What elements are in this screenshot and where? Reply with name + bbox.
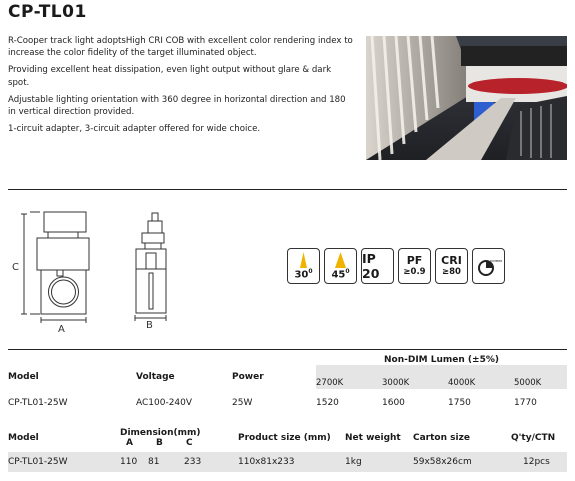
voltage-header: Voltage <box>136 372 175 382</box>
table-row <box>8 389 567 417</box>
model-cell: CP-TL01-25W <box>8 457 68 467</box>
product-size-header: Product size (mm) <box>238 433 331 443</box>
power-cell: 25W <box>232 398 253 408</box>
beam-angle-30-label: $30^0$ <box>294 267 313 280</box>
cri-icon <box>435 248 468 284</box>
cct-header: 4000K <box>448 377 514 389</box>
dimension-c-cell: 233 <box>184 457 202 467</box>
dimension-c-header: C <box>186 438 193 448</box>
product-title: CP-TL01 <box>8 2 87 22</box>
ip-rating-icon: IP 20 <box>361 248 394 284</box>
beam-angle-45-icon <box>324 248 357 284</box>
lumen-cell: 1750 <box>448 398 471 408</box>
dimension-spec-table <box>8 428 567 472</box>
dimmer-graphic <box>472 248 505 284</box>
model-cell: CP-TL01-25W <box>8 398 68 408</box>
dimension-label-c: C <box>12 262 19 273</box>
store-photo-graphic <box>366 36 567 160</box>
lumen-cell: 1770 <box>514 398 537 408</box>
lumen-cell: 1520 <box>316 398 339 408</box>
net-weight-header: Net weight <box>345 433 401 443</box>
dimmer-label: DIMMER <box>490 259 503 263</box>
qty-cell: 12pcs <box>523 457 550 467</box>
lumen-header: Non-DIM Lumen (±5%) <box>384 355 499 365</box>
store-interior-photo <box>366 36 567 160</box>
model-header: Model <box>8 372 39 382</box>
dimension-label-a: A <box>58 324 65 335</box>
carton-size-cell: 59x58x26cm <box>413 457 472 467</box>
dimension-a-header: A <box>126 438 133 448</box>
description-paragraph: R-Cooper track light adoptsHigh CRI COB with excellent color rendering index to increase the color fidelity of the target illuminated object. <box>8 36 353 59</box>
lumen-cell: 1600 <box>382 398 405 408</box>
description-paragraph: Providing excellent heat dissipation, even light output without glare & dark spot. <box>8 65 332 88</box>
power-factor-icon <box>398 248 431 284</box>
dimension-drawing <box>12 200 182 335</box>
dimension-header: Dimension(mm) <box>120 428 201 438</box>
cct-header: 5000K <box>514 377 567 389</box>
dimension-label-b: B <box>146 320 153 331</box>
section-divider <box>8 349 567 350</box>
voltage-cell: AC100-240V <box>136 398 193 408</box>
dimension-b-cell: 81 <box>148 457 160 467</box>
beam-angle-45-label: $45^0$ <box>331 267 350 280</box>
table-row <box>8 452 567 472</box>
product-description <box>8 35 353 140</box>
spec-icons <box>287 248 505 284</box>
dimension-b-header: B <box>156 438 163 448</box>
lumen-spec-table <box>8 355 567 417</box>
pf-value: ≥0.9 <box>403 267 426 277</box>
power-header: Power <box>232 372 264 382</box>
cct-header: 3000K <box>382 377 448 389</box>
carton-size-header: Carton size <box>413 433 470 443</box>
pf-label: PF <box>406 254 423 267</box>
cri-label: CRI <box>441 254 462 267</box>
dimension-a-cell: 110 <box>120 457 138 467</box>
net-weight-cell: 1kg <box>345 457 362 467</box>
description-paragraph: 1-circuit adapter, 3-circuit adapter offered for wide choice. <box>8 124 261 135</box>
description-paragraph: Adjustable lighting orientation with 360 degree in horizontal direction and 180 in vertical direction provided. <box>8 94 346 118</box>
dimmer-icon <box>472 248 505 284</box>
product-size-cell: 110x81x233 <box>238 457 295 467</box>
model-header: Model <box>8 433 39 443</box>
beam-angle-30-icon <box>287 248 320 284</box>
cri-value: ≥80 <box>442 267 461 277</box>
cct-header: 2700K <box>316 377 382 389</box>
qty-header: Q'ty/CTN <box>511 433 556 443</box>
section-divider <box>8 189 567 190</box>
